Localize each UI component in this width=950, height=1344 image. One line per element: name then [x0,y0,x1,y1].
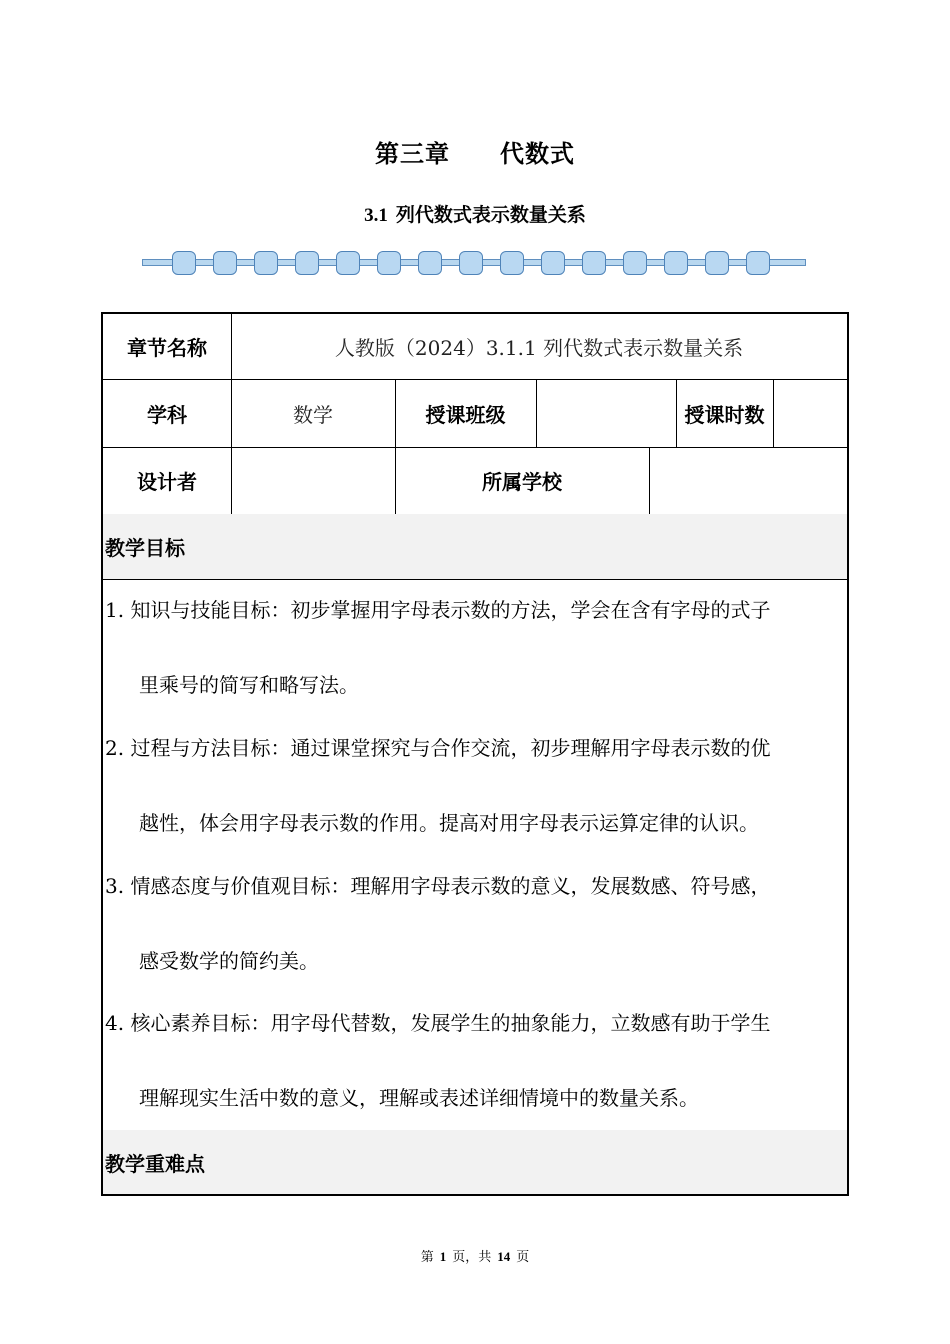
divider-bead [213,251,237,275]
objective-line: 1. 知识与技能目标：初步掌握用字母表示数的方法，学会在含有字母的式子 [105,598,771,622]
objectives-header: 教学目标 [103,514,847,579]
difficulties-header: 教学重难点 [103,1130,847,1194]
section-title [0,200,950,227]
designer-label: 设计者 [137,470,197,494]
objective-line: 2. 过程与方法目标：通过课堂探究与合作交流，初步理解用字母表示数的优 [105,736,771,760]
divider-bead [377,251,401,275]
footer-middle: 页，共 [452,1250,492,1265]
divider-bead [418,251,442,275]
footer-prefix: 第 [420,1250,434,1265]
page-footer [0,1246,950,1265]
class-label: 授课班级 [425,402,506,427]
section-number: 3.1 [364,205,388,226]
row-divider [103,579,847,580]
school-label: 所属学校 [482,470,562,494]
divider-bead [664,251,688,275]
divider-bead [459,251,483,275]
divider-bead [295,251,319,275]
objective-line: 里乘号的简写和略写法。 [139,673,359,697]
objective-line: 3. 情感态度与价值观目标：理解用字母表示数的意义，发展数感、符号感， [105,874,771,898]
objective-line: 感受数学的简约美。 [139,949,319,973]
subject-label: 学科 [147,402,187,427]
objective-line: 理解现实生活中数的意义，理解或表述详细情境中的数量关系。 [139,1086,699,1110]
divider-bead [500,251,524,275]
current-page-number: 1 [439,1249,447,1264]
section-name: 列代数式表示数量关系 [395,204,586,226]
divider-bead [705,251,729,275]
total-page-count: 14 [497,1249,511,1264]
chapter-title [0,134,950,169]
teaching-hours-value [773,379,847,447]
teaching-hours-label: 授课时数 [684,402,765,427]
divider-bead [746,251,770,275]
lesson-plan-table [101,312,849,1196]
objective-line: 越性，体会用字母表示数的作用。提高对用字母表示运算定律的认识。 [139,811,759,835]
chapter-name-value: 人教版（2024）3.1.1 列代数式表示数量关系 [334,336,744,360]
divider-bead [623,251,647,275]
chapter-number: 第三章 [375,140,450,168]
chapter-name-label: 章节名称 [127,336,207,360]
divider-bead [336,251,360,275]
divider-bead [582,251,606,275]
divider-bead [254,251,278,275]
school-value [649,447,847,514]
subject-value: 数学 [293,402,333,427]
objective-line: 4. 核心素养目标：用字母代替数，发展学生的抽象能力，立数感有助于学生 [105,1011,771,1035]
divider-bead [541,251,565,275]
chapter-name: 代数式 [500,140,575,168]
class-value [536,379,676,447]
designer-value [231,447,395,514]
divider-bead [172,251,196,275]
footer-suffix: 页 [516,1250,530,1265]
decorative-bead-divider [142,249,808,279]
